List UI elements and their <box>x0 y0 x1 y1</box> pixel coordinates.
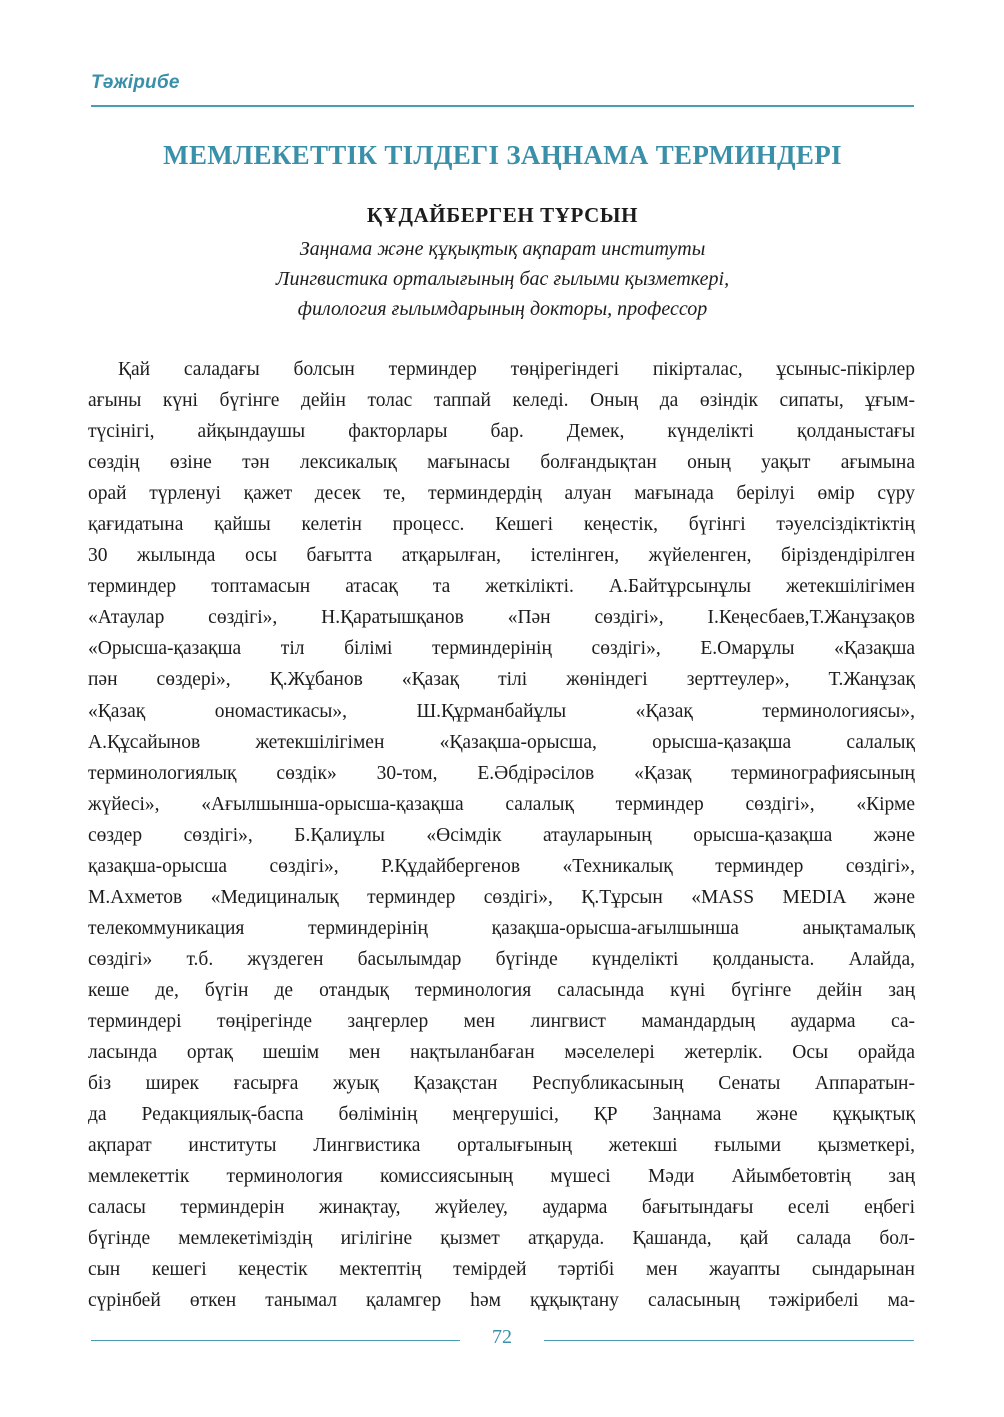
body-text-line: сөздігі» т.б. жүздеген басылымдар бүгінде күнделікті қолданыста. Алайда, <box>88 948 915 970</box>
body-text-line: терминдері төңірегінде заңгерлер мен лингвист мамандардың аударма са- <box>88 1010 915 1032</box>
article-title: МЕМЛЕКЕТТІК ТІЛДЕГІ ЗАҢНАМА ТЕРМИНДЕРІ <box>163 140 842 170</box>
body-text-line: М.Ахметов «Медициналық терминдер сөздігі», Қ.Тұрсын «MASS MEDIA және <box>88 886 915 908</box>
body-text-line: қазақша-орысша сөздігі», Р.Құдайбергенов «Техникалық терминдер сөздігі», <box>88 855 915 877</box>
body-text-line: ласында ортақ шешім мен нақтыланбаған мәселелері жетерлік. Осы орайда <box>88 1042 915 1064</box>
body-text-line: жүйесі», «Ағылшынша-орысша-қазақша салалық терминдер сөздігі», «Кірме <box>88 793 915 815</box>
body-text-line: кеше де, бүгін де отандық терминология саласында күні бүгінге дейін заң <box>88 979 915 1001</box>
body-text-line: телекоммуникация терминдерінің қазақша-орысша-ағылшынша анықтамалық <box>88 917 915 939</box>
body-text-line: А.Құсайынов жетекшілігімен «Қазақша-орысша, орысша-қазақша салалық <box>88 731 915 753</box>
body-text-line: қағидатына қайшы келетін процесс. Кешегі кеңестік, бүгінгі тәуелсіздіктіктің <box>88 514 915 536</box>
footer-rule-left <box>91 1340 460 1341</box>
author-affiliation-line: Заңнама және құқықтық ақпарат институты <box>299 238 706 260</box>
body-text-line: «Қазақ ономастикасы», Ш.Құрманбайұлы «Қазақ терминологиясы», <box>88 700 915 722</box>
author-affiliation-line: Лингвистика орталығының бас ғылыми қызметкері, <box>275 268 730 290</box>
body-text-line: «Атаулар сөздігі», Н.Қаратышқанов «Пән сөздігі», І.Кеңесбаев,Т.Жанұзақов <box>88 607 915 629</box>
footer-rule-right <box>544 1340 914 1341</box>
body-text-line: мемлекеттік терминология комиссиясының мүшесі Мәди Айымбетовтің заң <box>88 1166 915 1188</box>
body-text-line: да Редакциялық-баспа бөлімінің меңгерушісі, ҚР Заңнама және құқықтық <box>88 1104 915 1126</box>
body-text-line: саласы терминдерін жинақтау, жүйелеу, аударма бағытындағы еселі еңбегі <box>88 1197 915 1219</box>
body-text-line: пән сөздері», Қ.Жұбанов «Қазақ тілі жөніндегі зерттеулер», Т.Жанұзақ <box>88 669 915 691</box>
body-text-line: ақпарат институты Лингвистика орталығының жетекші ғылыми қызметкері, <box>88 1135 915 1157</box>
body-text-line: сөздер сөздігі», Б.Қалиұлы «Өсімдік атауларының орысша-қазақша және <box>88 824 915 846</box>
body-text-line: 30 жылында осы бағытта атқарылған, істелінген, жүйеленген, біріздендірілген <box>88 545 915 567</box>
body-text-line: сын кешегі кеңестік мектептің темірдей тәртібі мен жауапты сындарынан <box>88 1259 915 1281</box>
header-rule <box>91 105 914 107</box>
body-text-line: терминдер топтамасын атасақ та жеткілікті. А.Байтұрсынұлы жетекшілігімен <box>88 576 915 598</box>
body-text-line: сөздің өзіне тән лексикалық мағынасы болғандықтан оның уақыт ағымына <box>88 452 915 474</box>
author-name: ҚҰДАЙБЕРГЕН ТҰРСЫН <box>366 203 639 227</box>
body-text-line: ағыны күні бүгінге дейін толас таппай келеді. Оның да өзіндік сипаты, ұғым- <box>88 390 915 412</box>
body-text-line: сүрінбей өткен танымал қаламгер һәм құқықтану саласының тәжірибелі ма- <box>88 1290 915 1312</box>
page-number: 72 <box>492 1326 512 1348</box>
section-label: Тәжірибе <box>91 72 180 93</box>
article-body <box>88 354 915 1316</box>
body-text-line: «Орысша-қазақша тіл білімі терминдерінің сөздігі», Е.Омарұлы «Қазақша <box>88 638 915 660</box>
body-text-line: терминологиялық сөздік» 30-том, Е.Әбдірәсілов «Қазақ терминографиясының <box>88 762 915 784</box>
body-text-line: бүгінде мемлекетіміздің игілігіне қызмет атқаруда. Қашанда, қай салада бол- <box>88 1228 915 1250</box>
body-text-line: біз ширек ғасырға жуық Қазақстан Республикасының Сенаты Аппаратын- <box>88 1073 915 1095</box>
body-text-line: Қай саладағы болсын терминдер төңірегіндегі пікірталас, ұсыныс-пікірлер <box>118 359 915 380</box>
author-affiliation-line: филология ғылымдарының докторы, профессор <box>297 298 708 320</box>
body-text-line: түсінігі, айқындаушы факторлары бар. Демек, күнделікті қолданыстағы <box>88 421 915 443</box>
body-text-line: орай түрленуі қажет десек те, терминдердің алуан мағынада берілуі өмір сүру <box>88 483 915 505</box>
